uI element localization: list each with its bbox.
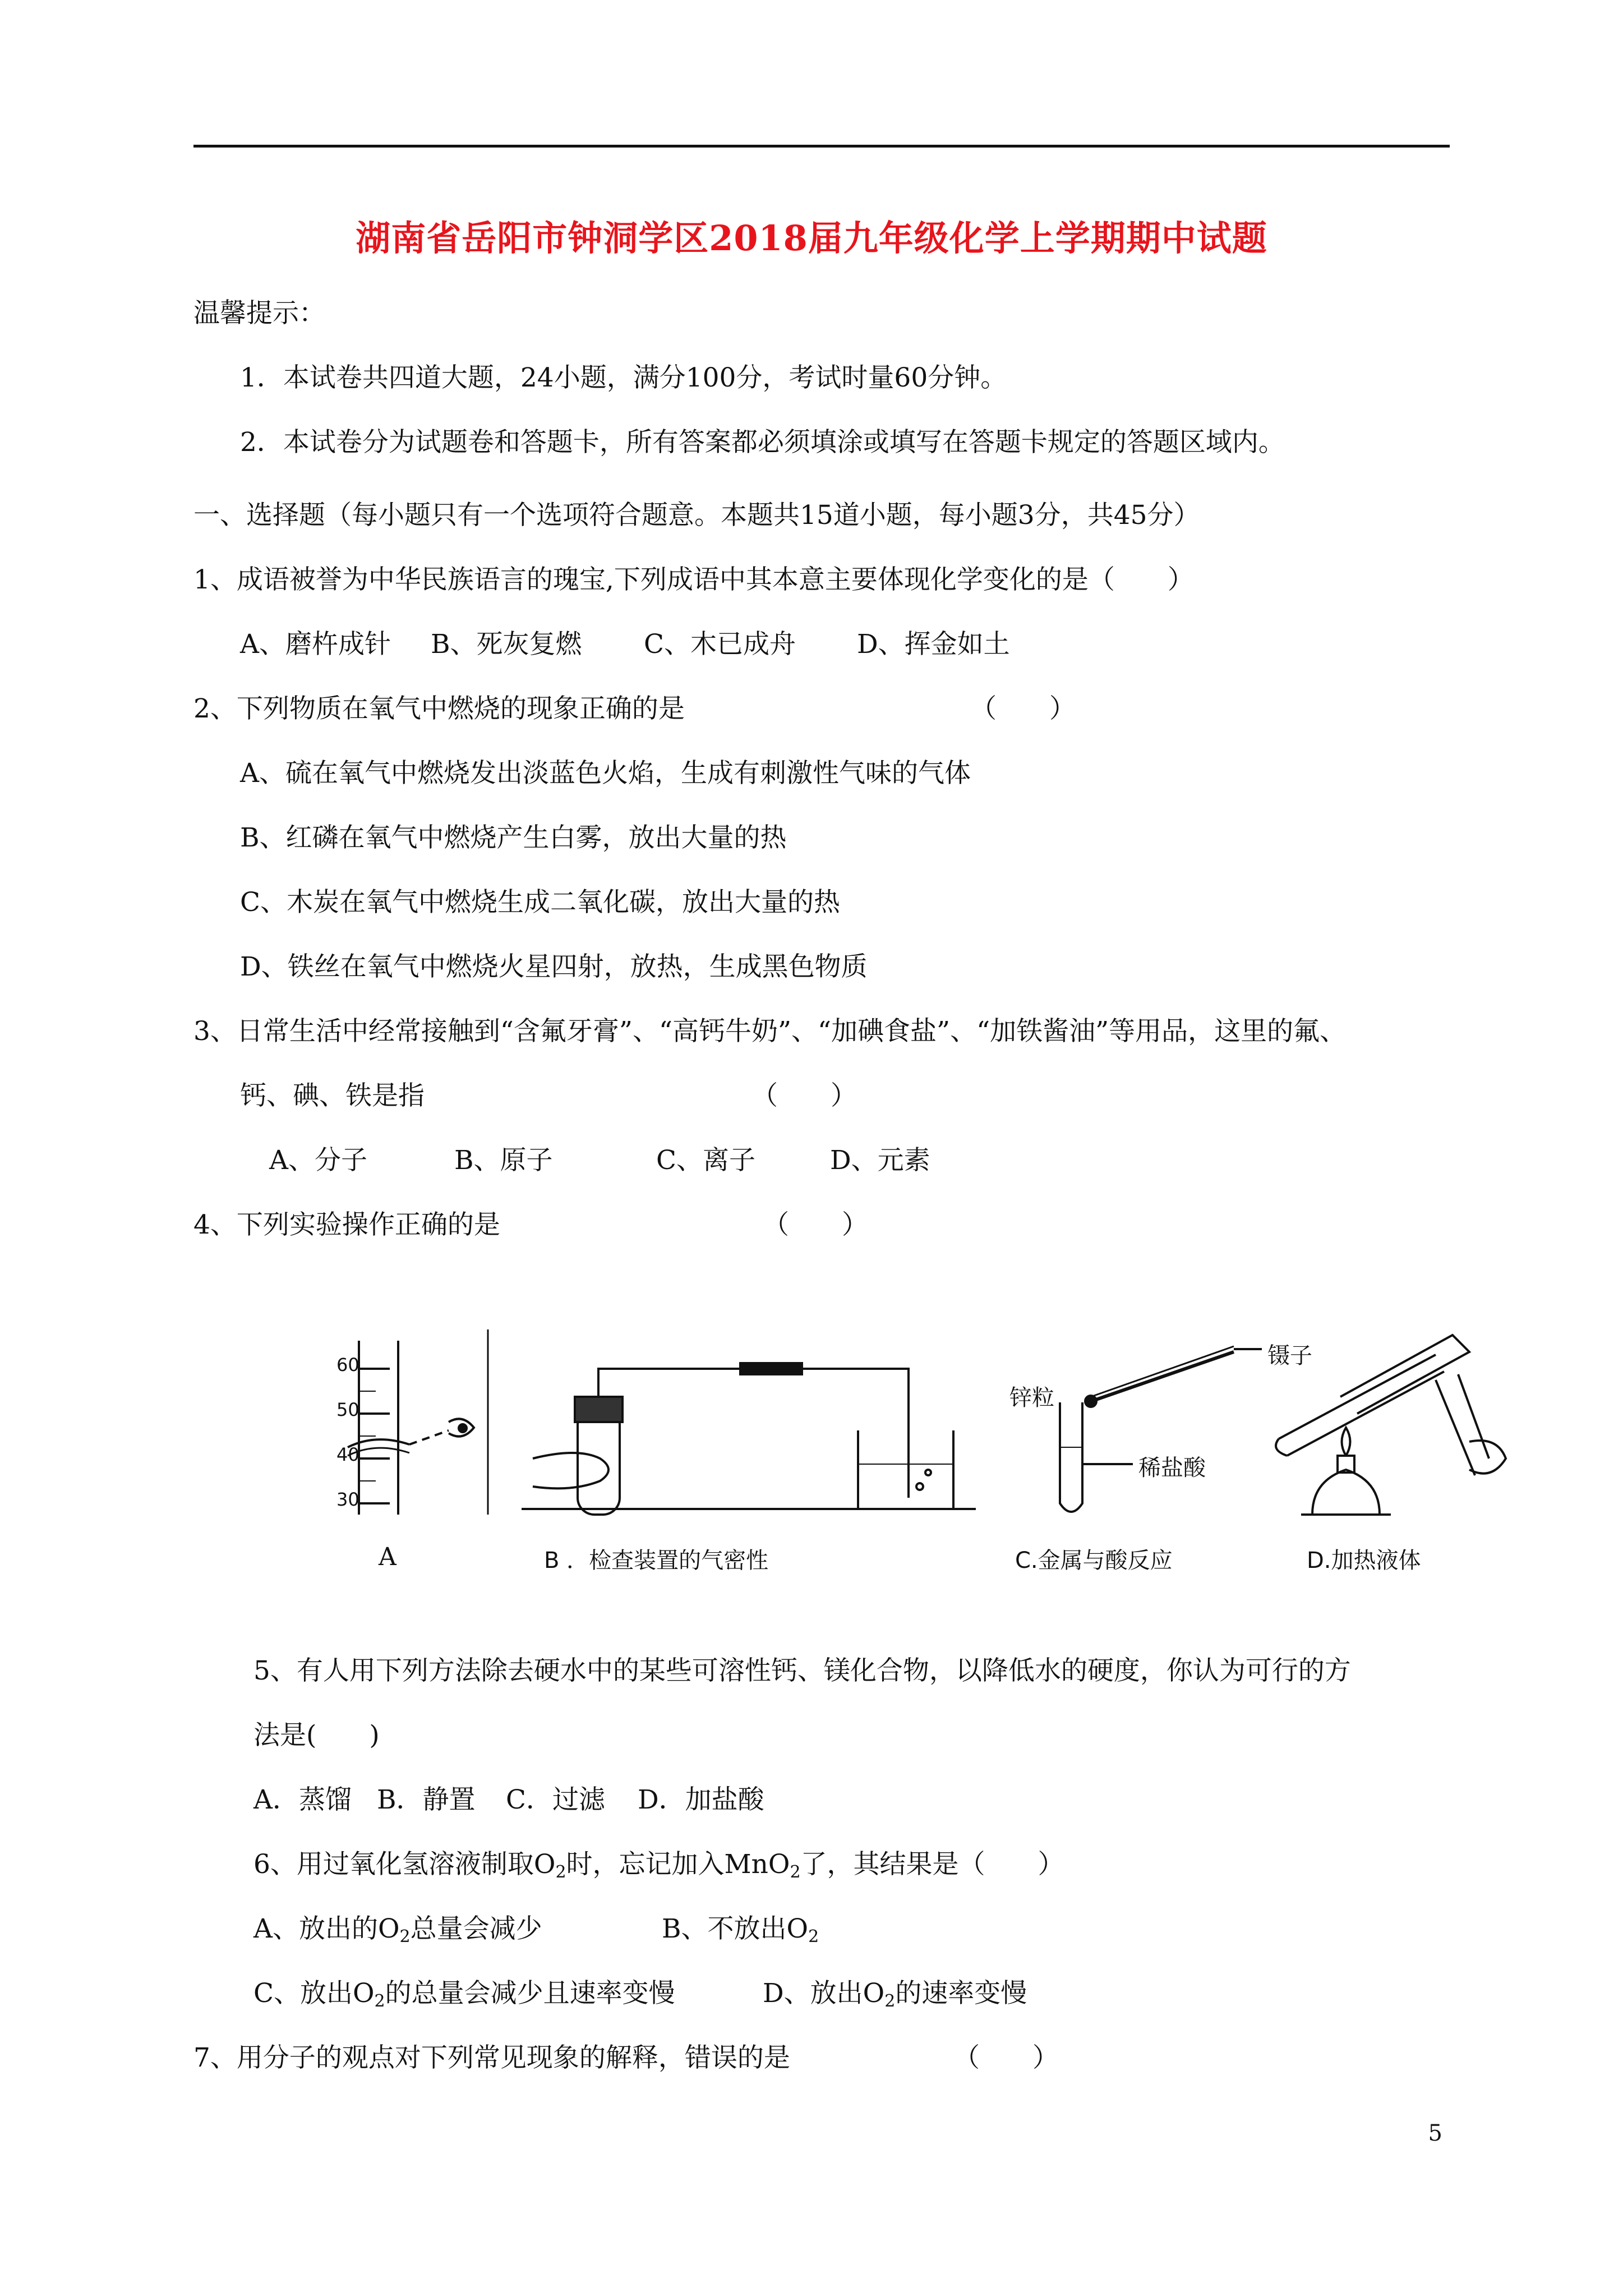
airtightness-apparatus-drawing bbox=[522, 1363, 976, 1515]
section-heading: 一、选择题（每小题只有一个选项符合题意。本题共15道小题，每小题3分，共45分） bbox=[193, 500, 1200, 531]
figure-label-d[interactable]: D.加热液体 bbox=[1307, 1548, 1421, 1573]
figure-label-c[interactable]: C.金属与酸反应 bbox=[1015, 1548, 1173, 1573]
c-zinc-label: 锌粒 bbox=[1009, 1385, 1054, 1411]
q2-option-b[interactable]: B、红磷在氧气中燃烧产生白雾，放出大量的热 bbox=[240, 822, 787, 853]
question-1-options bbox=[240, 629, 1010, 660]
question-2-stem: 2、下列物质在氧气中燃烧的现象正确的是 bbox=[193, 693, 685, 724]
q1-option-d[interactable]: D、挥金如土 bbox=[857, 629, 1010, 660]
question-3-blank[interactable]: （ ） bbox=[751, 1080, 857, 1111]
q1-option-c[interactable]: C、木已成舟 bbox=[644, 629, 796, 660]
metal-acid-drawing bbox=[1060, 1346, 1262, 1512]
question-7-blank[interactable]: （ ） bbox=[953, 2042, 1059, 2073]
q2-option-a[interactable]: A、硫在氧气中燃烧发出淡蓝色火焰，生成有刺激性气味的气体 bbox=[240, 758, 971, 789]
question-5-options bbox=[253, 1784, 764, 1815]
figure-label-b[interactable]: B ．检查装置的气密性 bbox=[544, 1548, 769, 1573]
q2-option-d[interactable]: D、铁丝在氧气中燃烧火星四射，放热，生成黑色物质 bbox=[240, 951, 868, 982]
question-4-blank[interactable]: （ ） bbox=[763, 1209, 868, 1240]
question-5-stem-line1: 5、有人用下列方法除去硬水中的某些可溶性钙、镁化合物，以降低水的硬度，你认为可行的方 bbox=[253, 1655, 1351, 1686]
q5-option-d[interactable]: D．加盐酸 bbox=[638, 1784, 764, 1815]
q1-option-b[interactable]: B、死灰复燃 bbox=[431, 629, 582, 660]
q6-option-a[interactable]: A、放出的$O_2$总量会减少 bbox=[253, 1913, 542, 1947]
q5-option-a[interactable]: A．蒸馏 bbox=[253, 1784, 352, 1815]
question-3-stem-line1: 3、日常生活中经常接触到“含氟牙膏”、“高钙牛奶”、“加碘食盐”、“加铁酱油”等用品，这里的氟、 bbox=[193, 1016, 1347, 1047]
question-2-blank[interactable]: （ ） bbox=[970, 693, 1076, 724]
page-number: 5 bbox=[1428, 2120, 1442, 2146]
question-5-stem-line2: 法是( ) bbox=[253, 1720, 380, 1751]
q6-option-b[interactable]: B、不放出$O_2$ bbox=[662, 1913, 819, 1947]
tips-heading: 温馨提示： bbox=[193, 298, 325, 329]
q2-option-c[interactable]: C、木炭在氧气中燃烧生成二氧化碳，放出大量的热 bbox=[240, 887, 840, 918]
top-rule bbox=[193, 145, 1450, 148]
question-6-stem: 6、用过氧化氢溶液制取$O_2$时，忘记加入MnO$_2$了，其结果是（ ） bbox=[253, 1849, 1064, 1882]
cylinder-tick-60: 60 bbox=[336, 1354, 359, 1375]
experiment-figure bbox=[336, 1329, 1514, 1588]
question-4-stem: 4、下列实验操作正确的是 bbox=[193, 1209, 500, 1240]
q6-option-d[interactable]: D、放出$O_2$的速率变慢 bbox=[763, 1978, 1027, 2011]
tip-item-1: 1．本试卷共四道大题，24小题，满分100分，考试时量60分钟。 bbox=[240, 362, 1007, 393]
q3-option-c[interactable]: C、离子 bbox=[656, 1145, 755, 1176]
cylinder-tick-30: 30 bbox=[336, 1489, 359, 1510]
question-1-stem: 1、成语被誉为中华民族语言的瑰宝,下列成语中其本意主要体现化学变化的是（ ） bbox=[193, 564, 1194, 595]
q5-option-c[interactable]: C．过滤 bbox=[506, 1784, 605, 1815]
page-title: 湖南省岳阳市钟洞学区2018届九年级化学上学期期中试题 bbox=[356, 218, 1267, 259]
q6-option-c[interactable]: C、放出$O_2$的总量会减少且速率变慢 bbox=[253, 1978, 675, 2011]
graduated-cylinder-drawing bbox=[348, 1329, 488, 1515]
cylinder-tick-50: 50 bbox=[336, 1399, 359, 1420]
figure-label-a[interactable]: A bbox=[379, 1543, 396, 1571]
q3-option-a[interactable]: A、分子 bbox=[269, 1145, 367, 1176]
c-acid-label: 稀盐酸 bbox=[1138, 1455, 1206, 1481]
q3-option-d[interactable]: D、元素 bbox=[830, 1145, 930, 1176]
cylinder-tick-40: 40 bbox=[336, 1444, 359, 1465]
q5-option-b[interactable]: B．静置 bbox=[377, 1784, 476, 1815]
question-3-options bbox=[269, 1147, 930, 1174]
q3-option-b[interactable]: B、原子 bbox=[454, 1145, 553, 1176]
c-tweezers-label: 镊子 bbox=[1267, 1343, 1312, 1369]
question-7-stem: 7、用分子的观点对下列常见现象的解释，错误的是 bbox=[193, 2042, 790, 2073]
q1-option-a[interactable]: A、磨杵成针 bbox=[240, 629, 391, 660]
tip-item-2: 2．本试卷分为试题卷和答题卡，所有答案都必须填涂或填写在答题卡规定的答题区域内。 bbox=[240, 427, 1285, 458]
question-3-stem-line2: 钙、碘、铁是指 bbox=[240, 1080, 425, 1111]
